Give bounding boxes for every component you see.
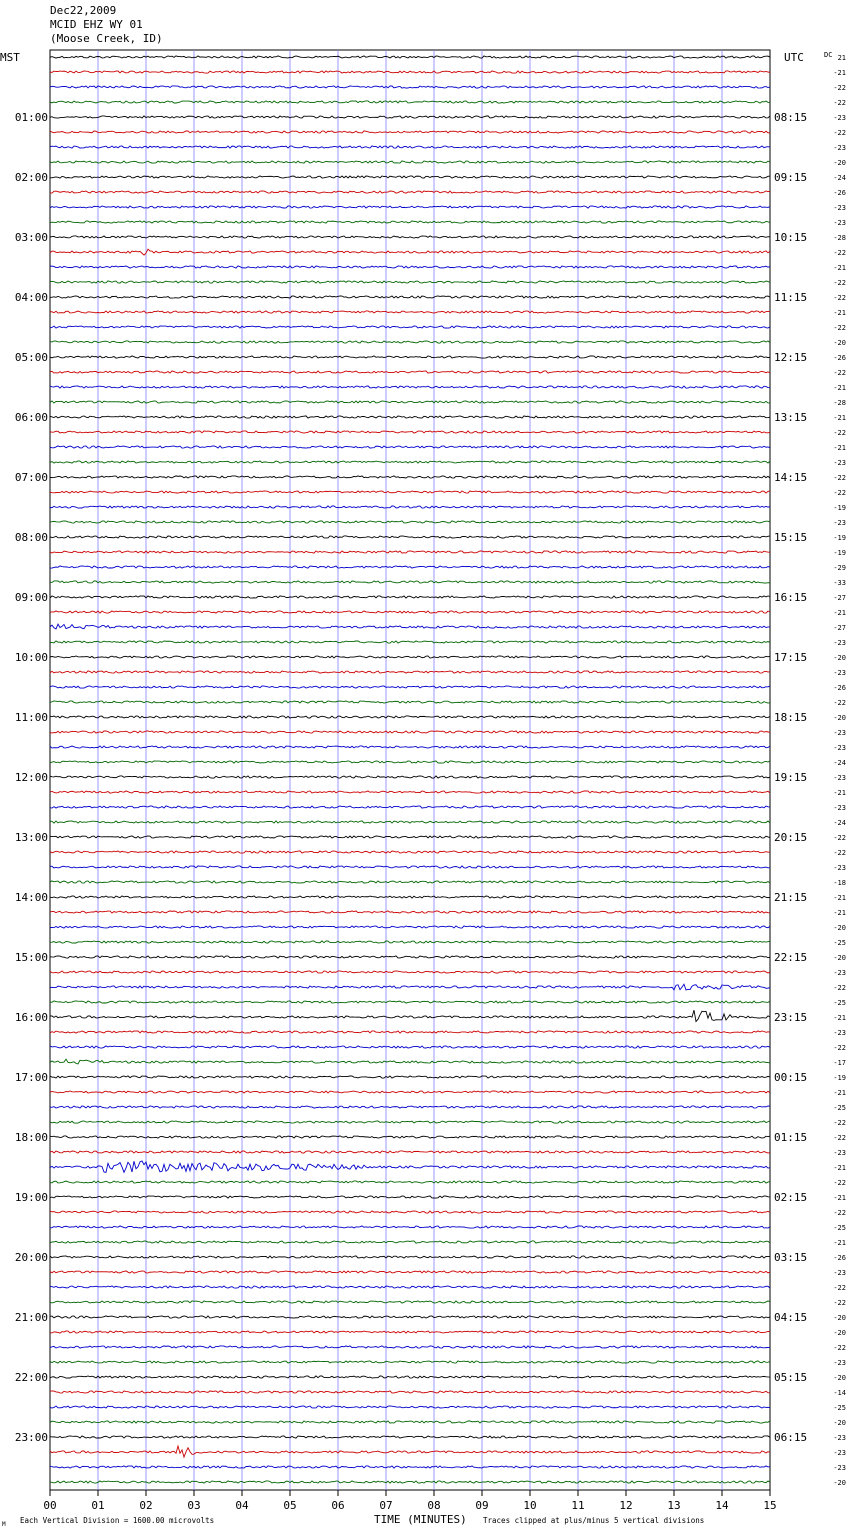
- utc-hour-label: 21:15: [774, 891, 808, 904]
- trace-line: [50, 401, 770, 403]
- utc-hour-label: 05:15: [774, 1371, 808, 1384]
- trace-line: [50, 716, 770, 718]
- dc-offset-label: -26: [833, 684, 846, 692]
- trace-line: [50, 1010, 770, 1021]
- header-date: Dec22,2009: [50, 4, 117, 17]
- trace-line: [50, 1361, 770, 1363]
- x-tick-label: 00: [43, 1499, 57, 1512]
- trace-line: [50, 624, 770, 629]
- mst-hour-label: 05:00: [14, 351, 48, 364]
- trace-line: [50, 1059, 770, 1064]
- dc-offset-label: -21: [833, 1089, 846, 1097]
- utc-hour-label: 09:15: [774, 171, 808, 184]
- dc-offset-label: -23: [833, 1434, 846, 1442]
- trace-line: [50, 221, 770, 223]
- dc-offset-label: -23: [833, 144, 846, 152]
- utc-hour-label: 15:15: [774, 531, 808, 544]
- dc-offset-label: -14: [833, 1389, 846, 1397]
- x-tick-label: 09: [475, 1499, 489, 1512]
- trace-line: [50, 926, 770, 928]
- trace-line: [50, 356, 770, 358]
- x-tick-label: 07: [379, 1499, 393, 1512]
- trace-line: [50, 506, 770, 508]
- trace-line: [50, 386, 770, 388]
- dc-offset-label: -22: [833, 129, 846, 137]
- x-tick-label: 06: [331, 1499, 345, 1512]
- trace-line: [50, 161, 770, 163]
- trace-line: [50, 971, 770, 973]
- mst-hour-label: 06:00: [14, 411, 48, 424]
- dc-offset-label: -23: [833, 1464, 846, 1472]
- dc-offset-label: -23: [833, 114, 846, 122]
- trace-line: [50, 71, 770, 73]
- trace-line: [50, 746, 770, 748]
- x-tick-label: 14: [715, 1499, 729, 1512]
- trace-line: [50, 881, 770, 883]
- dc-offset-label: -25: [833, 939, 846, 947]
- dc-offset-label: -22: [833, 1044, 846, 1052]
- dc-offset-label: -23: [833, 204, 846, 212]
- dc-label: DC: [824, 51, 833, 59]
- dc-offset-label: -20: [833, 1329, 846, 1337]
- dc-offset-label: -23: [833, 774, 846, 782]
- dc-offset-label: -22: [833, 249, 846, 257]
- trace-line: [50, 536, 770, 538]
- mst-labels: [15, 111, 48, 1444]
- trace-line: [50, 1421, 770, 1423]
- mst-hour-label: 22:00: [14, 1371, 48, 1384]
- trace-line: [50, 176, 770, 178]
- dc-offset-label: -24: [833, 174, 846, 182]
- dc-offset-label: -33: [833, 579, 846, 587]
- trace-line: [50, 326, 770, 328]
- utc-hour-label: 20:15: [774, 831, 808, 844]
- trace-line: [50, 416, 770, 418]
- dc-offset-label: -23: [833, 864, 846, 872]
- utc-hour-label: 06:15: [774, 1431, 808, 1444]
- trace-line: [50, 1196, 770, 1198]
- trace-line: [50, 701, 770, 703]
- trace-line: [50, 86, 770, 88]
- utc-hour-label: 04:15: [774, 1311, 808, 1324]
- footer-left: Each Vertical Division = 1600.00 microvolts: [20, 1516, 215, 1525]
- trace-line: [50, 1346, 770, 1348]
- dc-offset-label: -22: [833, 1179, 846, 1187]
- trace-line: [50, 146, 770, 148]
- header-station: MCID EHZ WY 01: [50, 18, 143, 31]
- trace-line: [50, 641, 770, 643]
- footer-right: Traces clipped at plus/minus 5 vertical divisions: [483, 1516, 705, 1525]
- dc-offset-label: -22: [833, 99, 846, 107]
- dc-offset-label: -20: [833, 1419, 846, 1427]
- trace-line: [50, 581, 770, 583]
- trace-line: [50, 851, 770, 853]
- mst-hour-label: 10:00: [14, 651, 48, 664]
- dc-offset-label: -26: [833, 1254, 846, 1262]
- dc-offset-label: -20: [833, 954, 846, 962]
- trace-line: [50, 821, 770, 823]
- mst-hour-label: 13:00: [14, 831, 48, 844]
- trace-line: [50, 521, 770, 523]
- trace-line: [50, 476, 770, 478]
- dc-offset-label: -21: [833, 1164, 846, 1172]
- mst-hour-label: 21:00: [14, 1311, 48, 1324]
- dc-offset-label: -26: [833, 354, 846, 362]
- dc-offset-label: -20: [833, 1314, 846, 1322]
- trace-line: [50, 1241, 770, 1243]
- trace-line: [50, 101, 770, 103]
- x-tick-label: 02: [139, 1499, 153, 1512]
- dc-offset-label: -23: [833, 744, 846, 752]
- dc-offset-label: -18: [833, 879, 846, 887]
- dc-offset-label: -20: [833, 654, 846, 662]
- x-axis-label: TIME (MINUTES): [374, 1513, 467, 1526]
- utc-hour-label: 16:15: [774, 591, 808, 604]
- dc-offset-label: -20: [833, 924, 846, 932]
- x-tick-label: 11: [571, 1499, 585, 1512]
- dc-offset-label: -27: [833, 594, 846, 602]
- x-tick-label: 12: [619, 1499, 633, 1512]
- x-tick-label: 13: [667, 1499, 681, 1512]
- dc-offset-label: -23: [833, 804, 846, 812]
- x-tick-label: 01: [91, 1499, 105, 1512]
- dc-offset-label: -25: [833, 1104, 846, 1112]
- dc-offset-labels: [833, 54, 846, 1487]
- utc-hour-label: 18:15: [774, 711, 808, 724]
- trace-line: [50, 431, 770, 433]
- dc-offset-label: -21: [833, 789, 846, 797]
- utc-hour-label: 13:15: [774, 411, 808, 424]
- dc-offset-label: -22: [833, 1134, 846, 1142]
- trace-line: [50, 1406, 770, 1408]
- dc-offset-label: -19: [833, 1074, 846, 1082]
- trace-line: [50, 56, 770, 58]
- dc-offset-label: -23: [833, 639, 846, 647]
- dc-offset-label: -21: [833, 264, 846, 272]
- dc-offset-label: -23: [833, 519, 846, 527]
- mst-hour-label: 04:00: [14, 291, 48, 304]
- trace-line: [50, 686, 770, 688]
- trace-line: [50, 866, 770, 868]
- dc-offset-label: -23: [833, 459, 846, 467]
- mst-hour-label: 18:00: [14, 1131, 48, 1144]
- dc-offset-label: -22: [833, 699, 846, 707]
- trace-line: [50, 1481, 770, 1483]
- dc-offset-label: -26: [833, 189, 846, 197]
- utc-hour-label: 02:15: [774, 1191, 808, 1204]
- trace-line: [50, 249, 770, 255]
- dc-offset-label: -22: [833, 429, 846, 437]
- trace-line: [50, 806, 770, 808]
- trace-line: [50, 656, 770, 658]
- trace-line: [50, 1001, 770, 1003]
- dc-offset-label: -22: [833, 474, 846, 482]
- dc-offset-label: -21: [833, 309, 846, 317]
- x-axis-ticks: [43, 1490, 776, 1512]
- mst-hour-label: 15:00: [14, 951, 48, 964]
- dc-offset-label: -22: [833, 1284, 846, 1292]
- trace-line: [50, 776, 770, 778]
- x-tick-label: 03: [187, 1499, 201, 1512]
- mst-hour-label: 12:00: [14, 771, 48, 784]
- dc-offset-label: -22: [833, 369, 846, 377]
- trace-line: [50, 611, 770, 613]
- dc-offset-label: -25: [833, 1404, 846, 1412]
- dc-offset-label: -22: [833, 1119, 846, 1127]
- trace-line: [50, 236, 770, 238]
- utc-hour-label: 03:15: [774, 1251, 808, 1264]
- dc-offset-label: -23: [833, 1359, 846, 1367]
- dc-offset-label: -22: [833, 84, 846, 92]
- dc-offset-label: -21: [833, 414, 846, 422]
- dc-offset-label: -22: [833, 1299, 846, 1307]
- dc-offset-label: -21: [833, 1194, 846, 1202]
- dc-offset-label: -23: [833, 669, 846, 677]
- trace-line: [50, 1136, 770, 1138]
- dc-offset-label: -22: [833, 984, 846, 992]
- utc-hour-label: 22:15: [774, 951, 808, 964]
- x-tick-label: 04: [235, 1499, 249, 1512]
- dc-offset-label: -19: [833, 504, 846, 512]
- trace-line: [50, 1106, 770, 1108]
- utc-labels: [774, 111, 807, 1444]
- dc-offset-label: -22: [833, 1344, 846, 1352]
- utc-hour-label: 19:15: [774, 771, 808, 784]
- trace-line: [50, 1031, 770, 1033]
- dc-offset-label: -22: [833, 324, 846, 332]
- trace-line: [50, 566, 770, 568]
- trace-line: [50, 836, 770, 838]
- trace-line: [50, 911, 770, 913]
- trace-line: [50, 371, 770, 373]
- dc-offset-label: -20: [833, 1374, 846, 1382]
- dc-offset-label: -22: [833, 1209, 846, 1217]
- dc-offset-label: -23: [833, 1449, 846, 1457]
- dc-offset-label: -25: [833, 999, 846, 1007]
- trace-line: [50, 1181, 770, 1183]
- trace-line: [50, 956, 770, 958]
- dc-offset-label: -23: [833, 969, 846, 977]
- trace-line: [50, 446, 770, 448]
- trace-line: [50, 491, 770, 493]
- trace-line: [50, 1161, 770, 1172]
- dc-offset-label: -28: [833, 399, 846, 407]
- dc-offset-label: -22: [833, 834, 846, 842]
- dc-offset-label: -22: [833, 489, 846, 497]
- dc-offset-label: -24: [833, 759, 846, 767]
- utc-hour-label: 14:15: [774, 471, 808, 484]
- dc-offset-label: -19: [833, 534, 846, 542]
- dc-offset-label: -21: [833, 909, 846, 917]
- dc-offset-label: -21: [833, 1014, 846, 1022]
- trace-line: [50, 296, 770, 298]
- x-tick-label: 15: [763, 1499, 777, 1512]
- dc-offset-label: -20: [833, 1479, 846, 1487]
- trace-line: [50, 1091, 770, 1093]
- dc-offset-label: -21: [833, 894, 846, 902]
- mst-hour-label: 08:00: [14, 531, 48, 544]
- utc-hour-label: 00:15: [774, 1071, 808, 1084]
- x-tick-label: 10: [523, 1499, 537, 1512]
- trace-line: [50, 1436, 770, 1438]
- trace-line: [50, 1466, 770, 1468]
- dc-offset-label: -22: [833, 279, 846, 287]
- mst-hour-label: 11:00: [14, 711, 48, 724]
- dc-offset-label: -19: [833, 549, 846, 557]
- left-zone-label: MST: [0, 51, 20, 64]
- header-location: (Moose Creek, ID): [50, 32, 163, 45]
- utc-hour-label: 11:15: [774, 291, 808, 304]
- dc-offset-label: -23: [833, 219, 846, 227]
- mst-hour-label: 23:00: [14, 1431, 48, 1444]
- trace-line: [50, 1046, 770, 1048]
- mst-hour-label: 14:00: [14, 891, 48, 904]
- utc-hour-label: 08:15: [774, 111, 808, 124]
- trace-line: [50, 761, 770, 763]
- dc-offset-label: -23: [833, 1029, 846, 1037]
- x-tick-label: 05: [283, 1499, 297, 1512]
- trace-line: [50, 596, 770, 598]
- trace-line: [50, 1391, 770, 1393]
- right-zone-label: UTC: [784, 51, 804, 64]
- trace-line: [50, 896, 770, 898]
- trace-line: [50, 266, 770, 268]
- trace-line: [50, 941, 770, 943]
- dc-offset-label: -23: [833, 1149, 846, 1157]
- trace-line: [50, 551, 770, 553]
- trace-line: [50, 191, 770, 193]
- trace-group: [50, 56, 770, 1483]
- mst-hour-label: 01:00: [14, 111, 48, 124]
- dc-offset-label: -23: [833, 1269, 846, 1277]
- utc-hour-label: 12:15: [774, 351, 808, 364]
- trace-line: [50, 1331, 770, 1333]
- dc-offset-label: -22: [833, 849, 846, 857]
- dc-offset-label: -24: [833, 819, 846, 827]
- trace-line: [50, 131, 770, 133]
- trace-line: [50, 791, 770, 793]
- trace-line: [50, 1286, 770, 1288]
- dc-offset-label: -21: [833, 609, 846, 617]
- mst-hour-label: 16:00: [14, 1011, 48, 1024]
- dc-offset-label: -23: [833, 729, 846, 737]
- corner-mark: M: [2, 1521, 6, 1528]
- utc-hour-label: 01:15: [774, 1131, 808, 1144]
- trace-line: [50, 1376, 770, 1378]
- trace-line: [50, 341, 770, 343]
- trace-line: [50, 116, 770, 118]
- trace-line: [50, 1301, 770, 1303]
- trace-line: [50, 1446, 770, 1457]
- mst-hour-label: 02:00: [14, 171, 48, 184]
- trace-line: [50, 206, 770, 208]
- dc-offset-label: -22: [833, 294, 846, 302]
- trace-line: [50, 1226, 770, 1228]
- dc-offset-label: -17: [833, 1059, 846, 1067]
- trace-line: [50, 281, 770, 283]
- trace-line: [50, 1076, 770, 1078]
- trace-line: [50, 461, 770, 463]
- mst-hour-label: 20:00: [14, 1251, 48, 1264]
- dc-offset-label: -20: [833, 159, 846, 167]
- dc-offset-label: -29: [833, 564, 846, 572]
- dc-offset-label: -21: [833, 1239, 846, 1247]
- dc-offset-label: -21: [833, 69, 846, 77]
- dc-offset-label: -20: [833, 339, 846, 347]
- mst-hour-label: 19:00: [14, 1191, 48, 1204]
- trace-line: [50, 671, 770, 673]
- mst-hour-label: 07:00: [14, 471, 48, 484]
- utc-hour-label: 17:15: [774, 651, 808, 664]
- mst-hour-label: 17:00: [14, 1071, 48, 1084]
- trace-line: [50, 984, 770, 990]
- trace-line: [50, 1316, 770, 1318]
- trace-line: [50, 1271, 770, 1273]
- mst-hour-label: 09:00: [14, 591, 48, 604]
- trace-line: [50, 311, 770, 313]
- trace-line: [50, 1121, 770, 1123]
- dc-offset-label: -25: [833, 1224, 846, 1232]
- dc-offset-label: -21: [833, 444, 846, 452]
- dc-offset-label: 21: [837, 54, 846, 62]
- utc-hour-label: 10:15: [774, 231, 808, 244]
- x-tick-label: 08: [427, 1499, 441, 1512]
- dc-offset-label: -28: [833, 234, 846, 242]
- trace-line: [50, 1256, 770, 1258]
- dc-offset-label: -20: [833, 714, 846, 722]
- dc-offset-label: -27: [833, 624, 846, 632]
- trace-line: [50, 1211, 770, 1213]
- utc-hour-label: 23:15: [774, 1011, 808, 1024]
- mst-hour-label: 03:00: [14, 231, 48, 244]
- trace-line: [50, 1151, 770, 1153]
- trace-line: [50, 731, 770, 733]
- dc-offset-label: -21: [833, 384, 846, 392]
